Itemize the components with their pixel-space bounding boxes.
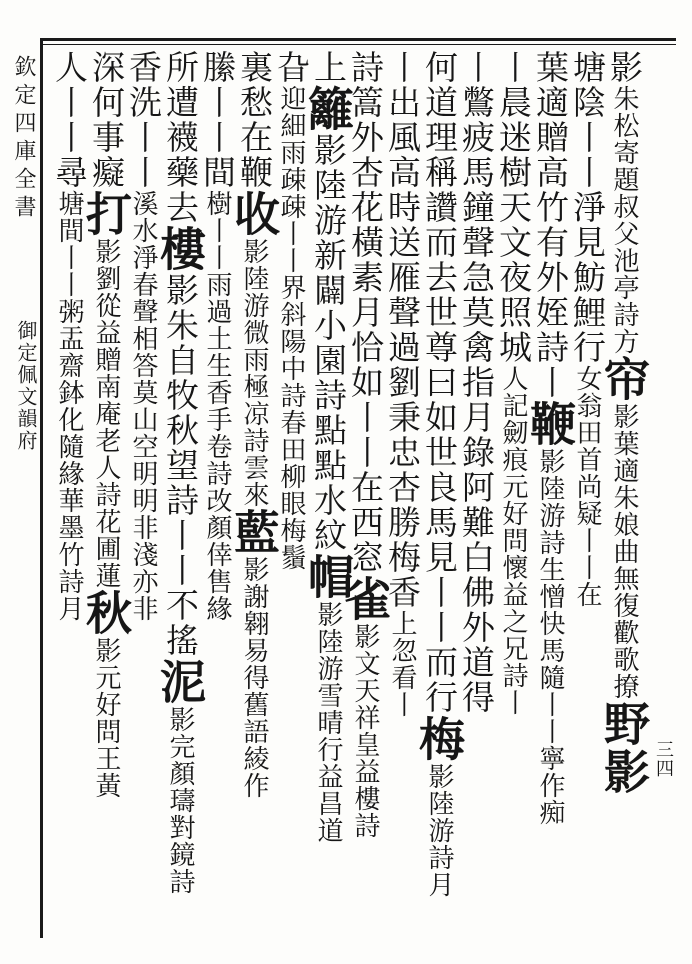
text-segment: 葉適贈高竹有外姪詩丨 [531, 50, 570, 400]
text-segment: 影葉適朱娘曲無復歡歌撩 [609, 403, 639, 700]
headword: 雀 [338, 575, 392, 623]
library-label: 欽定四庫全書 [11, 55, 36, 223]
text-segment: 影文天祥皇益樓詩 [350, 623, 380, 839]
text-segment: 上 [309, 50, 348, 85]
headword: 鞭 [523, 400, 577, 448]
text-segment: 女翁田首尚疑丨丨在 [572, 365, 602, 608]
text-segment: 影陸游雪晴行益昌道 [313, 601, 343, 844]
text-segment: 深何事癡 [87, 50, 126, 190]
headword: 帘 [597, 355, 651, 403]
text-segment: 塘間丨丨粥盂齋鉢化隨緣 [54, 190, 84, 487]
text-segment: 手卷詩改顏倖售緣 [202, 406, 232, 622]
headword: 樓 [153, 225, 207, 273]
text-segment: 影陸游微雨極凉詩雲來 [239, 238, 269, 508]
headword: 秋 [79, 589, 133, 637]
left-border-rule [40, 38, 43, 938]
text-segment: 影朱自牧秋望詩丨丨不搖 [161, 273, 200, 658]
text-segment: 塘陰丨丨淨見魴鯉行 [568, 50, 607, 365]
text-segment: 香洗丨丨 [124, 50, 163, 190]
text-segment: 人丨丨尋 [50, 50, 89, 190]
headword: 打 [79, 190, 133, 238]
text-segment: 樹丨丨雨過土生香 [202, 190, 232, 406]
page-number: 三四 [653, 740, 674, 778]
text-segment: 上忽看丨 [387, 610, 417, 718]
book-title: 御定佩文韻府 [14, 320, 38, 452]
headword: 籬 [301, 85, 355, 133]
text-segment: 迎細雨疎疎丨丨界斜陽 [276, 85, 306, 355]
headword: 泥 [153, 658, 207, 706]
text-segment: 丨鷩疲馬鐘聲急莫禽指月錄阿難白佛外道得 [457, 50, 496, 715]
text-segment: 影陸游詩生憎快馬隨丨丨寧作痴 [535, 448, 565, 826]
text-segment: 中詩春田柳眼梅鬚 [276, 355, 306, 571]
text-segment: 影陸游詩月 [424, 763, 454, 898]
top-border-rule [40, 38, 676, 41]
text-segment: 溪水淨春聲相答莫山空 [128, 190, 158, 460]
text-segment: 影謝翱易得舊語綾作 [239, 556, 269, 799]
headword: 藍 [227, 508, 281, 556]
text-segment: 何道理稱讚而去世尊曰如世良馬見丨丨而行 [420, 50, 459, 715]
text-segment: 所遭襪藥去 [161, 50, 200, 225]
text-segment: 影 [605, 50, 644, 85]
text-segment: 丨出風高時送雁聲過劉秉忠杏勝梅香 [383, 50, 422, 610]
text-segment: 旮 [272, 50, 311, 85]
headword: 收 [227, 190, 281, 238]
headword: 梅 [412, 715, 466, 763]
text-segment: 人記劒痕元好問懷益之兄詩丨 [498, 365, 528, 716]
text-segment: 明明非淺亦非 [128, 460, 158, 622]
text-segment: 朱松寄題叔父池亭詩方 [609, 85, 639, 355]
text-segment: 影陸游新闢小園詩點點水紋 [309, 133, 348, 553]
text-segment: 影元好問王黃 [91, 637, 121, 799]
top-inner-rule [40, 44, 676, 45]
text-segment: 影劉從益贈南庵老人詩花圃蓮 [91, 238, 121, 589]
text-segment: 縢丨丨間 [198, 50, 237, 190]
text-segment: 詩篙外杏花橫素月恰如丨丨在西窓 [346, 50, 385, 575]
text-column [45, 50, 93, 930]
text-segment: 影完顏璹對鏡詩 [165, 706, 195, 895]
text-segment: 丨晨迷樹天文夜照城 [494, 50, 533, 365]
headword: 野影 [597, 700, 651, 796]
text-segment: 華墨竹詩月 [54, 487, 84, 622]
headword: 帽 [301, 553, 355, 601]
text-segment: 裏愁在鞭 [235, 50, 274, 190]
